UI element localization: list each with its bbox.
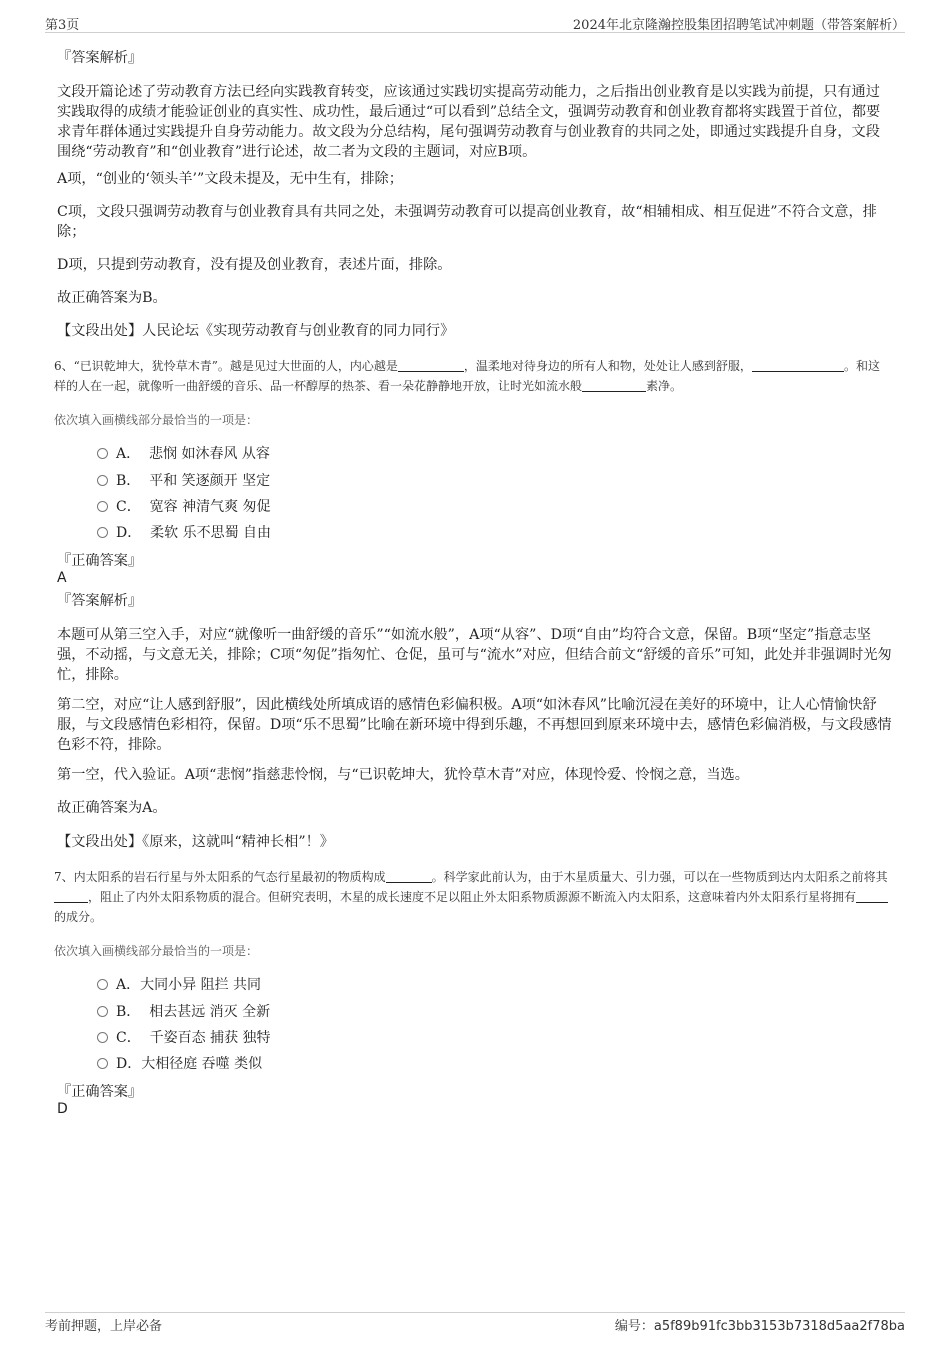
analysis-paragraph: 本题可从第三空入手，对应“就像听一曲舒缓的音乐”“如流水般”，A项“从容”、D项“自由”均符合文意，保留。B项“坚定”指意志坚强，不动摇，与文意无关，排除；C项“匆促”指匆忙、仓促，虽可与“流水”对应，但结合前文“舒缓的音乐”可知，此处并非强调时光匆忙，排除。 — [57, 627, 892, 683]
correct-answer: D — [57, 1101, 68, 1117]
option-a[interactable]: A． 悲悯 如沐春风 从容 — [97, 444, 270, 464]
answer-blank — [398, 357, 464, 372]
answer-blank — [54, 888, 88, 903]
answer-blank — [856, 888, 888, 903]
source-citation: 【文段出处】人民论坛《实现劳动教育与创业教育的同力同行》 — [57, 323, 455, 339]
option-c[interactable]: C． 宽容 神清气爽 匆促 — [97, 497, 271, 517]
option-b[interactable]: B． 相去甚远 消灭 全新 — [97, 1002, 270, 1022]
analysis-paragraph: 文段开篇论述了劳动教育方法已经向实践教育转变，应该通过实践切实提高劳动能力，之后指出创业教育是以实践为前提，只有通过实践取得的成绩才能验证创业的真实性、成功性，最后通过“可以看到”总结全文，强调劳动教育和创业教育都将实践置于首位，都要求青年群体通过实践提升自身劳动能力。故文段为分总结构，尾句强调劳动教育与创业教育的共同之处，即通过实践提升自身，文段围绕“劳动教育”和“创业教育”进行论述，故二者为文段的主题词，对应B项。 — [57, 84, 881, 160]
analysis-label: 『答案解析』 — [57, 593, 143, 609]
source-citation: 【文段出处】《原来，这就叫“精神长相”！》 — [57, 834, 334, 850]
answer-label: 『正确答案』 — [57, 553, 143, 569]
radio-icon[interactable] — [97, 1058, 108, 1069]
analysis-conclusion: 故正确答案为B。 — [57, 290, 167, 306]
footer-slogan: 考前押题，上岸必备 — [45, 1319, 163, 1334]
analysis-paragraph: C项，文段只强调劳动教育与创业教育具有共同之处，未强调劳动教育可以提高创业教育，故“相辅相成、相互促进”不符合文意，排除； — [57, 204, 877, 240]
question-instruction: 依次填入画横线部分最恰当的一项是： — [54, 944, 259, 958]
document-title: 2024年北京隆瀚控股集团招聘笔试冲刺题（带答案解析） — [572, 18, 905, 33]
question-instruction: 依次填入画横线部分最恰当的一项是： — [54, 413, 259, 427]
analysis-paragraph: A项，“创业的‘领头羊’”文段未提及，无中生有，排除； — [57, 171, 403, 187]
question-stem: 7、内太阳系的岩石行星与外太阳系的气态行星最初的物质构成 。科学家此前认为，由于木星质量大、引力强，可以在一些物质到达内太阳系之前将其，阻止了内外太阳系物质的混合。但研究表明，木星的成长速度不足以阻止外太阳系物质源源不断流入内太阳系，这意味着内外太阳系行星将拥有的成分。 — [54, 870, 888, 924]
answer-blank — [386, 868, 432, 883]
question-stem: 6、“已识乾坤大，犹怜草木青”。越是见过大世面的人，内心越是 ，温柔地对待身边的所有人和物，处处让人感到舒服， 。和这样的人在一起，就像听一曲舒缓的音乐、品一杯醇厚的热茶、看一朵花静静地开放，让时光如流水般 素净。 — [54, 359, 880, 393]
answer-blank — [752, 357, 812, 372]
radio-icon[interactable] — [97, 501, 108, 512]
radio-icon[interactable] — [97, 979, 108, 990]
analysis-paragraph: 第二空，对应“让人感到舒服”，因此横线处所填成语的感情色彩偏积极。A项“如沐春风”比喻沉浸在美好的环境中，让人心情愉快舒服，与文段感情色彩相符，保留。D项“乐不思蜀”比喻在新环境中得到乐趣，不再想回到原来环境中去，感情色彩偏消极，与文段感情色彩不符，排除。 — [57, 697, 892, 753]
answer-label: 『正确答案』 — [57, 1084, 143, 1100]
radio-icon[interactable] — [97, 1032, 108, 1043]
option-c[interactable]: C． 千姿百态 捕获 独特 — [97, 1028, 271, 1048]
correct-answer: A — [57, 570, 67, 586]
analysis-conclusion: 故正确答案为A。 — [57, 800, 167, 816]
page-number: 第3页 — [45, 18, 80, 33]
page-footer — [45, 1312, 905, 1334]
option-d[interactable]: D． 柔软 乐不思蜀 自由 — [97, 523, 271, 543]
analysis-label: 『答案解析』 — [57, 50, 143, 66]
option-b[interactable]: B． 平和 笑逐颜开 坚定 — [97, 471, 270, 491]
page-header — [45, 14, 905, 33]
option-a[interactable]: A．大同小异 阻拦 共同 — [97, 975, 261, 995]
document-code: 编号：a5f89b91fc3bb3153b7318d5aa2f78ba — [614, 1319, 905, 1334]
radio-icon[interactable] — [97, 448, 108, 459]
analysis-paragraph: 第一空，代入验证。A项“悲悯”指慈悲怜悯，与“已识乾坤大，犹怜草木青”对应，体现怜爱、怜悯之意，当选。 — [57, 767, 749, 783]
answer-blank — [582, 377, 646, 392]
answer-blank — [812, 357, 844, 372]
option-d[interactable]: D．大相径庭 吞噬 类似 — [97, 1054, 262, 1074]
radio-icon[interactable] — [97, 475, 108, 486]
analysis-paragraph: D项，只提到劳动教育，没有提及创业教育，表述片面，排除。 — [57, 257, 452, 273]
radio-icon[interactable] — [97, 527, 108, 538]
radio-icon[interactable] — [97, 1006, 108, 1017]
